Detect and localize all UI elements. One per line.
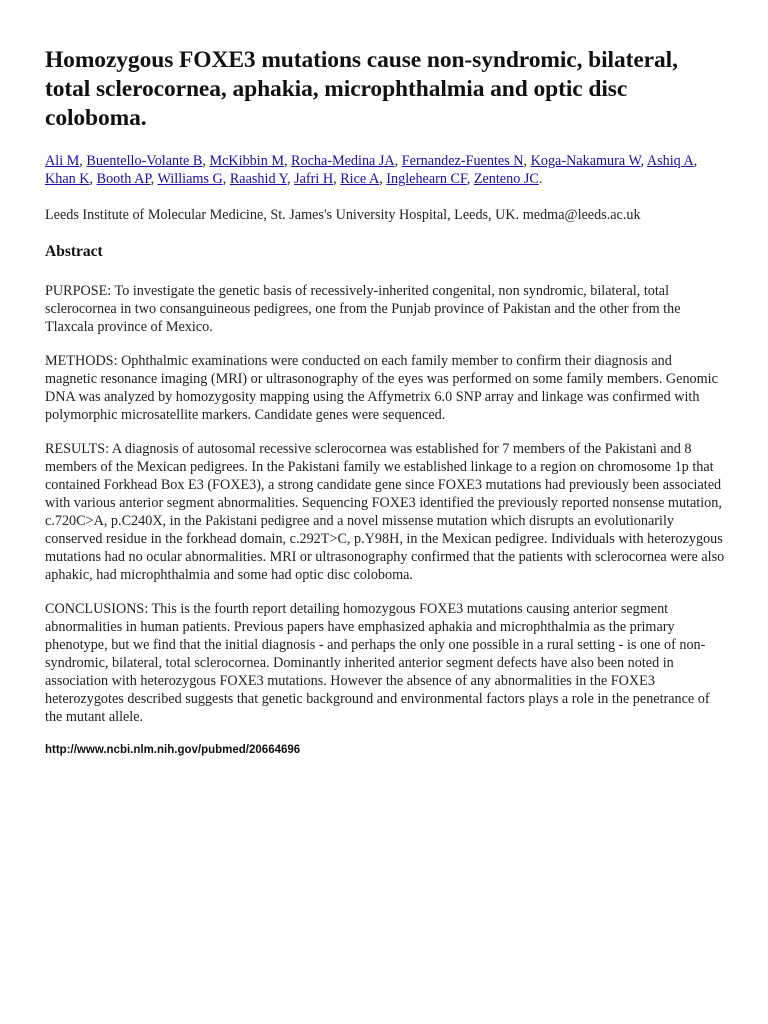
author-link[interactable]: Raashid Y: [229, 171, 287, 187]
author-link[interactable]: Fernandez-Fuentes N: [401, 153, 524, 169]
author-link[interactable]: Buentello-Volante B: [86, 153, 203, 169]
author-link[interactable]: Inglehearn CF: [386, 171, 467, 187]
author-link[interactable]: Rice A: [340, 171, 380, 187]
author-affiliation: Leeds Institute of Molecular Medicine, St. James's University Hospital, Leeds, UK. medma@leeds.ac.uk: [45, 207, 641, 223]
author-link[interactable]: Khan K: [45, 171, 90, 187]
abstract-purpose: PURPOSE: To investigate the genetic basis of recessively-inherited congenital, non syndromic, bilateral, total sclerocornea in two consanguineous pedigrees, one from the Punjab province of Pakistan and the other from the Tlaxcala province of Mexico.: [45, 283, 681, 335]
author-link[interactable]: Ashiq A: [646, 153, 694, 169]
source-url[interactable]: http://www.ncbi.nlm.nih.gov/pubmed/20664696: [45, 744, 301, 756]
author-link[interactable]: Booth AP: [96, 171, 151, 187]
author-link[interactable]: McKibbin M: [209, 153, 284, 169]
paper-page: [45, 46, 725, 758]
paper-title: Homozygous FOXE3 mutations cause non-syndromic, bilateral, total sclerocornea, aphakia, microphthalmia and optic disc coloboma.: [45, 47, 678, 131]
abstract-conclusions: CONCLUSIONS: This is the fourth report detailing homozygous FOXE3 mutations causing anterior segment abnormalities in human patients. Previous papers have emphasized aphakia and microphthalmia as the primary phenotype, but we find that the initial diagnosis - and perhaps the only one possible in a rural setting - is one of non-syndromic, bilateral, total sclerocornea. Dominantly inherited anterior segment defects have also been noted in association with heterozygous FOXE3 mutations. However the absence of any abnormalities in the FOXE3 heterozygotes described suggests that genetic background and environmental factors plays a role in the penetrance of the mutant allele.: [45, 601, 710, 725]
author-link[interactable]: Rocha-Medina JA: [291, 153, 395, 169]
abstract-heading: Abstract: [45, 243, 103, 260]
author-list: Ali M, Buentello-Volante B, McKibbin M, Rocha-Medina JA, Fernandez-Fuentes N, Koga-Nakamura W, Ashiq A, Khan K, Booth AP, Williams G, Raashid Y, Jafri H, Rice A, Inglehearn CF, Zenteno JC.: [45, 153, 698, 187]
abstract-results: RESULTS: A diagnosis of autosomal recessive sclerocornea was established for 7 members of the Pakistani and 8 members of the Mexican pedigrees. In the Pakistani family we established linkage to a region on chromosome 1p that contained Forkhead Box E3 (FOXE3), a strong candidate gene since FOXE3 mutations had previously been associated with various anterior segment abnormalities. Sequencing FOXE3 identified the previously reported nonsense mutation, c.720C>A, p.C240X, in the Pakistani pedigree and a novel missense mutation which disrupts an evolutionarily conserved residue in the forkhead domain, c.292T>C, p.Y98H, in the Mexican pedigree. Individuals with heterozygous mutations had no ocular abnormalities. MRI or ultrasonography confirmed that the patients with sclerocornea were also aphakic, had microphthalmia and some had optic disc coloboma.: [45, 441, 725, 583]
author-link[interactable]: Williams G: [157, 171, 223, 187]
abstract-methods: METHODS: Ophthalmic examinations were conducted on each family member to confirm their diagnosis and magnetic resonance imaging (MRI) or ultrasonography of the eyes was performed on some family members. Genomic DNA was analyzed by homozygosity mapping using the Affymetrix 6.0 SNP array and linkage was confirmed with polymorphic microsatellite markers. Candidate genes were sequenced.: [45, 353, 718, 423]
author-link[interactable]: Jafri H: [294, 171, 334, 187]
author-link[interactable]: Koga-Nakamura W: [530, 153, 641, 169]
author-link[interactable]: Zenteno JC: [473, 171, 539, 187]
author-link[interactable]: Ali M: [45, 153, 80, 169]
